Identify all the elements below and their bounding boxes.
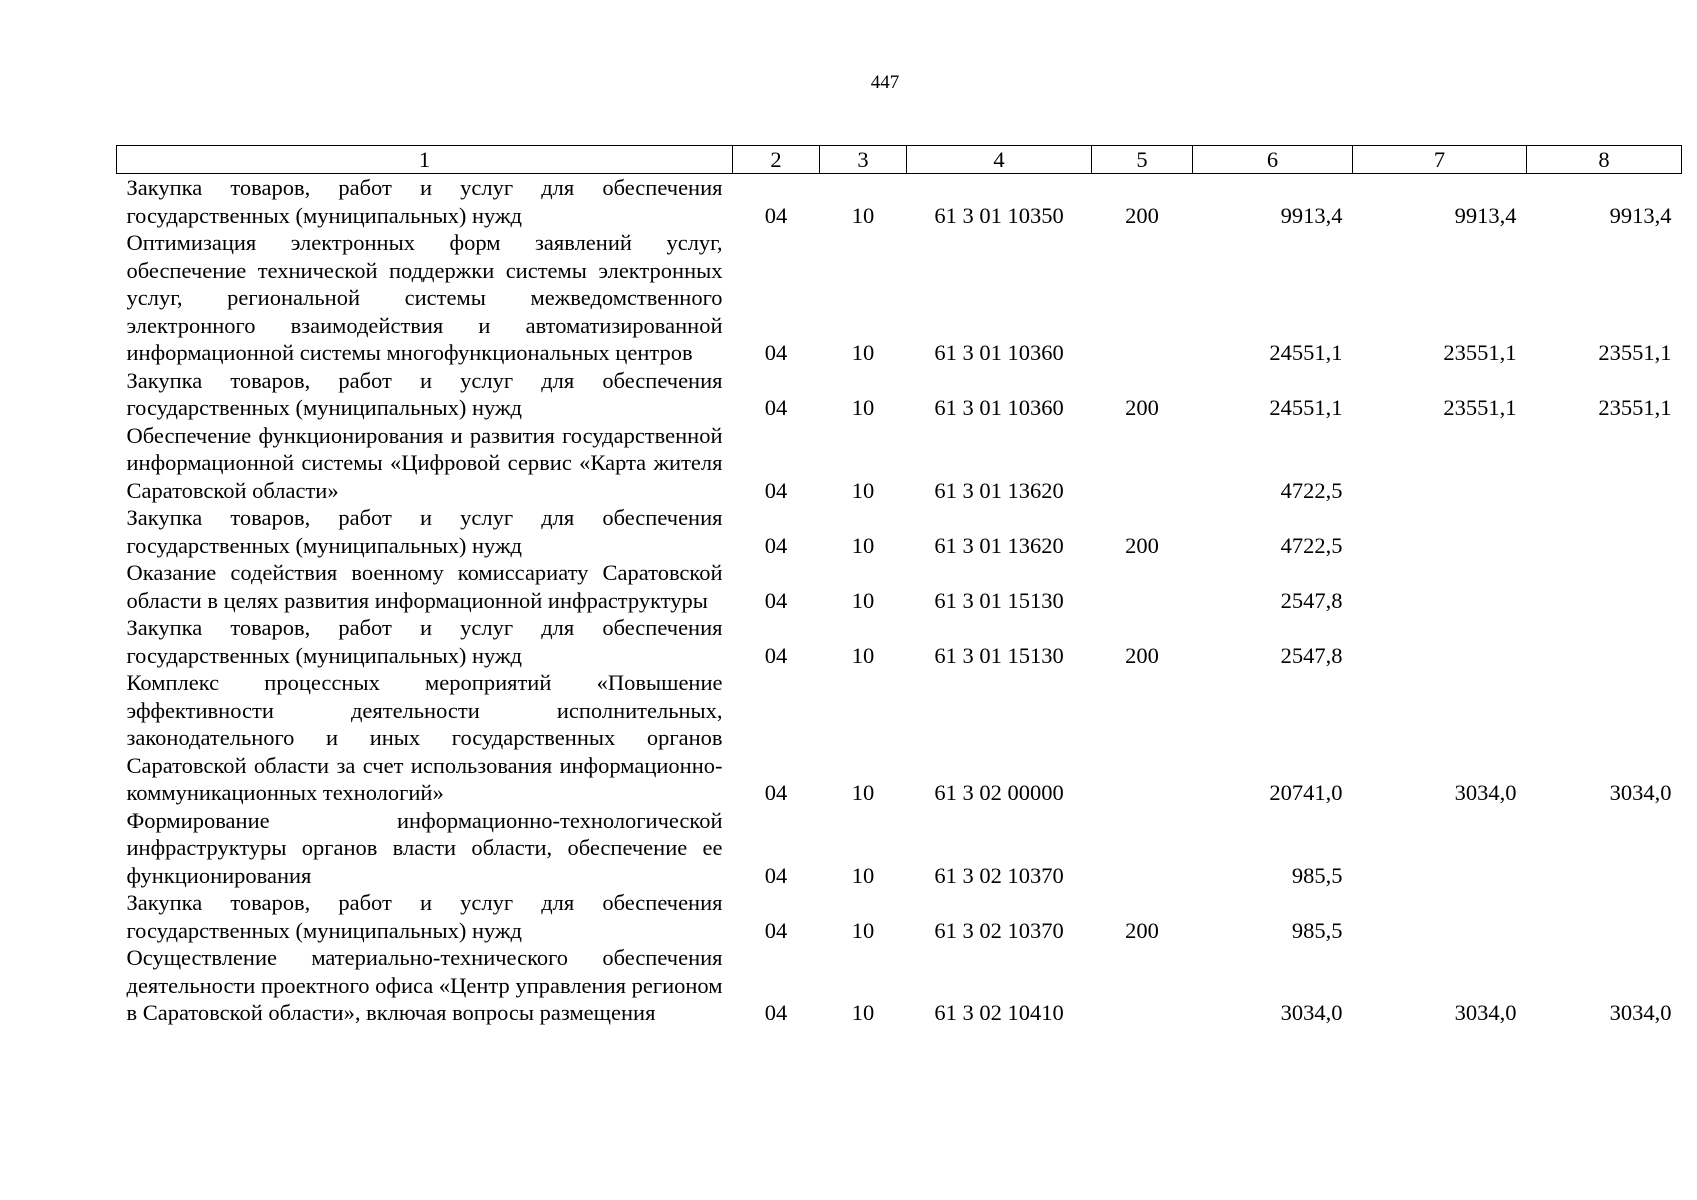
row-amount-2: [1353, 422, 1527, 505]
row-amount-1: 2547,8: [1280, 642, 1343, 668]
row-amount-3: 23551,1: [1598, 395, 1672, 420]
row-amount-1: 985,5: [1291, 862, 1343, 888]
row-target-code: 61 3 01 10360: [934, 340, 1064, 365]
row-section: 04: [764, 642, 788, 668]
row-section: 04: [764, 1000, 788, 1025]
row-expense-type: 200: [1125, 395, 1159, 420]
header-col-1: 1: [117, 146, 733, 174]
row-name: Закупка товаров, работ и услуг для обеспечения государственных (муниципальных) нужд: [126, 890, 723, 943]
row-name: Оптимизация электронных форм заявлений услуг, обеспечение технической поддержки системы электронных услуг, региональной системы межведомственного электронного взаимодействия и автоматизированной информационной системы многофункциональных центров: [126, 230, 723, 365]
row-target-code: 61 3 01 15130: [934, 642, 1064, 668]
page-number: 447: [870, 72, 900, 93]
row-section: 04: [764, 477, 788, 503]
row-subsection: 10: [851, 862, 875, 888]
row-subsection: 10: [851, 642, 875, 668]
row-name: Формирование информационно-технологической инфраструктуры органов власти области, обеспечение ее функционирования: [126, 807, 723, 888]
row-name: Закупка товаров, работ и услуг для обеспечения государственных (муниципальных) нужд: [126, 175, 723, 228]
row-target-code: 61 3 01 10350: [934, 202, 1064, 228]
row-section: 04: [764, 917, 788, 943]
table-row: [117, 422, 1682, 505]
row-amount-3: [1527, 504, 1682, 559]
row-name: Обеспечение функционирования и развития государственной информационной системы «Цифровой сервис «Карта жителя Саратовской области»: [126, 422, 723, 503]
table-row: [117, 669, 1682, 807]
row-expense-type: [1092, 807, 1193, 890]
row-target-code: 61 3 02 10370: [934, 917, 1064, 943]
row-amount-2: 23551,1: [1443, 395, 1517, 420]
row-subsection: 10: [851, 917, 875, 943]
row-amount-3: [1527, 807, 1682, 890]
row-expense-type: [1092, 944, 1193, 1027]
table-row: [117, 229, 1682, 367]
row-amount-1: 4722,5: [1280, 532, 1343, 558]
row-expense-type: 200: [1125, 532, 1159, 558]
header-col-5: 5: [1092, 146, 1193, 174]
table-header: [117, 146, 1682, 174]
row-target-code: 61 3 01 10360: [934, 395, 1064, 420]
row-amount-3: [1527, 889, 1682, 944]
row-amount-2: [1353, 559, 1527, 614]
header-col-3: 3: [820, 146, 907, 174]
table-row: [117, 614, 1682, 669]
row-amount-1: 20741,0: [1269, 780, 1343, 805]
row-name: Закупка товаров, работ и услуг для обеспечения государственных (муниципальных) нужд: [126, 505, 723, 558]
row-name: Закупка товаров, работ и услуг для обеспечения государственных (муниципальных) нужд: [126, 367, 723, 420]
row-amount-1: 9913,4: [1280, 202, 1343, 228]
row-subsection: 10: [851, 780, 875, 805]
header-col-4: 4: [907, 146, 1092, 174]
row-section: 04: [764, 202, 788, 228]
table-row: [117, 504, 1682, 559]
row-subsection: 10: [851, 532, 875, 558]
table-body: [117, 174, 1682, 1027]
row-subsection: 10: [851, 1000, 875, 1025]
row-target-code: 61 3 02 10370: [934, 862, 1064, 888]
row-amount-2: 9913,4: [1454, 202, 1517, 228]
row-section: 04: [764, 862, 788, 888]
row-amount-3: 3034,0: [1609, 1000, 1672, 1025]
row-expense-type: 200: [1125, 202, 1159, 228]
row-amount-1: 4722,5: [1280, 477, 1343, 503]
row-expense-type: [1092, 422, 1193, 505]
row-amount-2: [1353, 614, 1527, 669]
row-amount-2: [1353, 504, 1527, 559]
row-amount-2: [1353, 889, 1527, 944]
row-amount-3: 9913,4: [1609, 202, 1672, 228]
row-name: Оказание содействия военному комиссариату Саратовской области в целях развития информационной инфраструктуры: [126, 560, 723, 613]
row-expense-type: [1092, 229, 1193, 367]
row-section: 04: [764, 532, 788, 558]
row-section: 04: [764, 340, 788, 365]
header-col-2: 2: [733, 146, 820, 174]
row-target-code: 61 3 01 13620: [934, 477, 1064, 503]
row-amount-3: [1527, 559, 1682, 614]
row-target-code: 61 3 01 13620: [934, 532, 1064, 558]
table-row: [117, 367, 1682, 422]
table-row: [117, 174, 1682, 230]
row-amount-3: [1527, 614, 1682, 669]
header-row: [117, 146, 1682, 174]
row-expense-type: [1092, 669, 1193, 807]
row-amount-2: 3034,0: [1454, 780, 1517, 805]
row-subsection: 10: [851, 340, 875, 365]
row-amount-1: 3034,0: [1280, 1000, 1343, 1025]
table-row: [117, 807, 1682, 890]
table-row: [117, 559, 1682, 614]
row-amount-3: 3034,0: [1609, 780, 1672, 805]
table-row: [117, 944, 1682, 1027]
row-subsection: 10: [851, 477, 875, 503]
row-section: 04: [764, 780, 788, 805]
row-amount-2: 3034,0: [1454, 1000, 1517, 1025]
table-row: [117, 889, 1682, 944]
row-section: 04: [764, 395, 788, 420]
row-amount-1: 24551,1: [1269, 395, 1343, 420]
row-amount-2: 23551,1: [1443, 340, 1517, 365]
header-col-8: 8: [1527, 146, 1682, 174]
row-amount-1: 985,5: [1291, 917, 1343, 943]
row-target-code: 61 3 02 10410: [934, 1000, 1064, 1025]
budget-table: [116, 145, 1682, 1027]
row-name: Комплекс процессных мероприятий «Повышение эффективности деятельности исполнительных, законодательного и иных государственных органов Саратовской области за счет использования информационно-коммуникационных технологий»: [126, 670, 723, 805]
row-amount-1: 24551,1: [1269, 340, 1343, 365]
row-expense-type: 200: [1125, 642, 1159, 668]
header-col-7: 7: [1353, 146, 1527, 174]
row-section: 04: [764, 587, 788, 613]
row-expense-type: 200: [1125, 917, 1159, 943]
row-subsection: 10: [851, 395, 875, 420]
row-amount-1: 2547,8: [1280, 587, 1343, 613]
row-name: Осуществление материально-технического обеспечения деятельности проектного офиса «Центр управления регионом в Саратовской области», включая вопросы размещения: [126, 945, 723, 1025]
row-target-code: 61 3 02 00000: [934, 780, 1064, 805]
row-target-code: 61 3 01 15130: [934, 587, 1064, 613]
row-subsection: 10: [851, 587, 875, 613]
row-amount-2: [1353, 807, 1527, 890]
row-amount-3: 23551,1: [1598, 340, 1672, 365]
row-expense-type: [1092, 559, 1193, 614]
row-amount-3: [1527, 422, 1682, 505]
header-col-6: 6: [1193, 146, 1353, 174]
row-subsection: 10: [851, 202, 875, 228]
row-name: Закупка товаров, работ и услуг для обеспечения государственных (муниципальных) нужд: [126, 615, 723, 668]
